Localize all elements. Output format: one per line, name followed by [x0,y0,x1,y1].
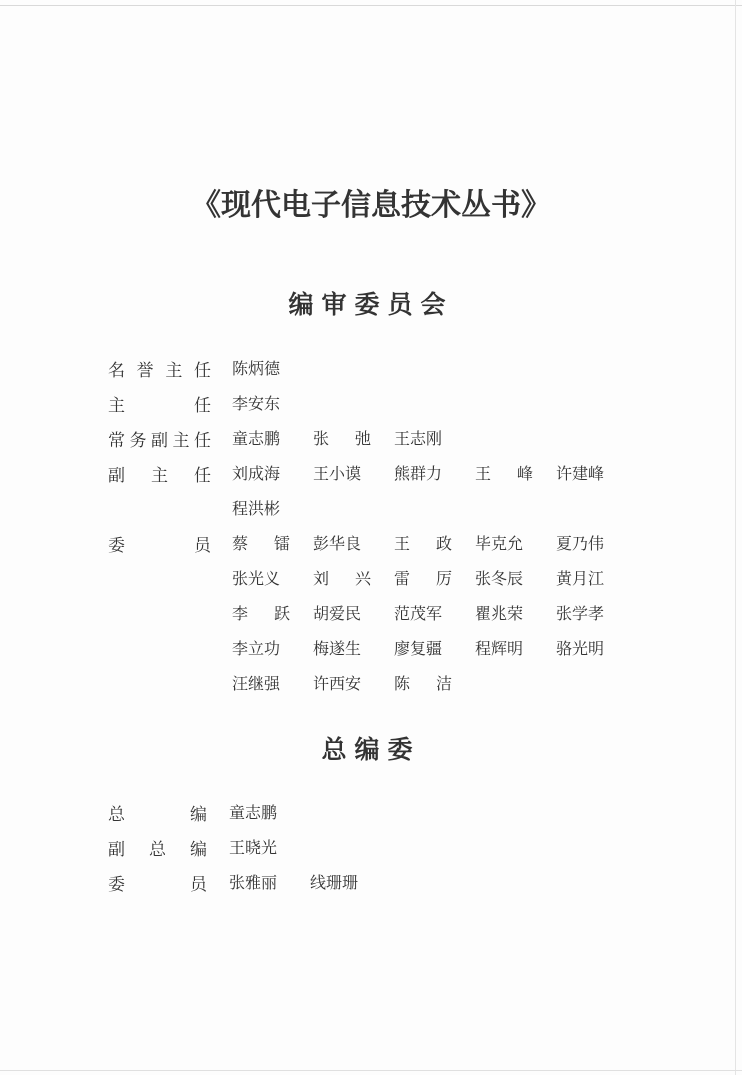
editorial-committee-title: 编审委员会 [288,290,454,319]
scan-bottom-edge [0,1070,742,1071]
member-name: 张 雅 丽 [229,873,278,892]
role-label: 委 员 [108,875,207,895]
member-name: 张 学 孝 [556,604,605,623]
scan-top-edge [0,5,742,6]
role-label: 常 务 副 主 任 [108,431,211,451]
member-name: 李 安 东 [232,394,281,413]
member-name: 线 珊 珊 [310,873,359,892]
member-name: 王 小 谟 [313,464,362,483]
member-name: 骆 光 明 [556,639,605,658]
member-name: 李 立 功 [232,639,281,658]
member-name: 王 峰 [475,464,533,483]
member-name: 蔡 镭 [232,534,290,553]
member-name: 廖 复 疆 [394,639,443,658]
member-name: 王 政 [394,534,452,553]
member-name: 程 洪 彬 [232,499,281,518]
member-name: 童 志 鹏 [232,429,281,448]
role-label: 主 任 [108,396,211,416]
member-name: 李 跃 [232,604,290,623]
member-name: 汪 继 强 [232,674,281,693]
member-name: 陈 洁 [394,674,452,693]
member-name: 雷 厉 [394,569,452,588]
member-name: 张 冬 辰 [475,569,524,588]
scan-right-edge [735,0,736,1075]
member-name: 王 晓 光 [229,838,278,857]
member-name: 胡 爱 民 [313,604,362,623]
member-name: 童 志 鹏 [229,803,278,822]
role-label: 副 主 任 [108,466,211,486]
role-label: 总 编 [108,805,207,825]
member-name: 彭 华 良 [313,534,362,553]
member-name: 张 弛 [313,429,371,448]
series-title: 《现代电子信息技术丛书》 [191,188,551,223]
member-name: 夏 乃 伟 [556,534,605,553]
member-name: 毕 克 允 [475,534,524,553]
member-name: 刘 兴 [313,569,371,588]
member-name: 梅 遂 生 [313,639,362,658]
member-name: 范 茂 军 [394,604,443,623]
member-name: 熊 群 力 [394,464,443,483]
role-label: 名 誉 主 任 [108,361,211,381]
member-name: 陈 炳 德 [232,359,281,378]
chief-editorial-board-title: 总编委 [321,735,421,764]
member-name: 许 西 安 [313,674,362,693]
member-name: 黄 月 江 [556,569,605,588]
member-name: 张 光 义 [232,569,281,588]
member-name: 瞿 兆 荣 [475,604,524,623]
member-name: 许 建 峰 [556,464,605,483]
member-name: 王 志 刚 [394,429,443,448]
role-label: 副 总 编 [108,840,207,860]
role-label: 委 员 [108,536,211,556]
member-name: 程 辉 明 [475,639,524,658]
member-name: 刘 成 海 [232,464,281,483]
